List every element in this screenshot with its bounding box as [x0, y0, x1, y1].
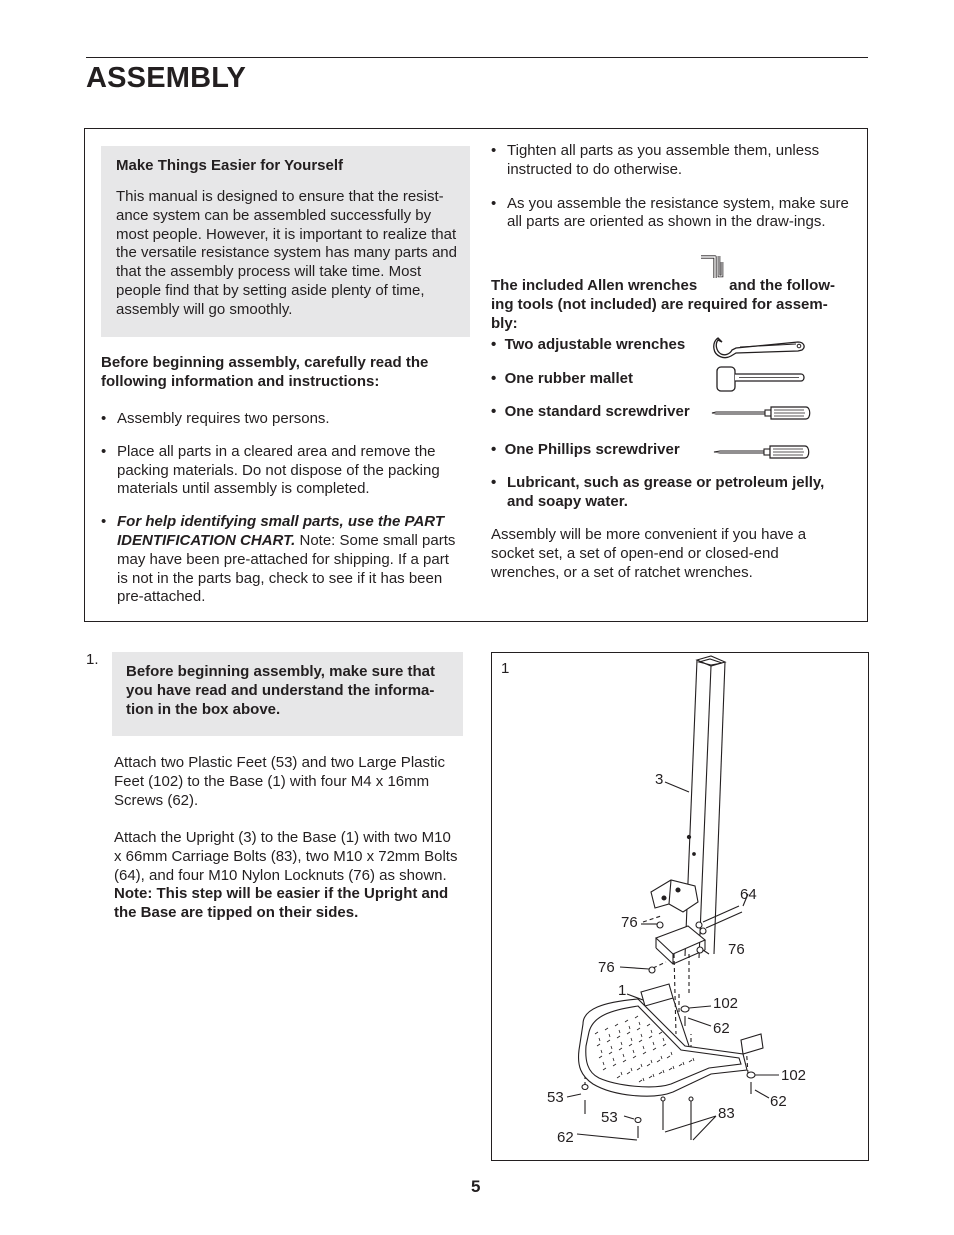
- tool-item-phillips-screwdriver: • One Phillips screwdriver: [491, 441, 680, 458]
- callout-64: 64: [740, 886, 757, 903]
- tool-label: Two adjustable wrenches: [504, 336, 686, 353]
- callout-62-c: 62: [557, 1129, 574, 1146]
- step-para-2-text: Attach the Upright (3) to the Base (1) with two M10 x 66mm Carriage Bolts (83), two M10 x 72mm Bolts (64), and four M10 Nylon Locknuts (76) as shown.: [114, 829, 458, 884]
- bullet-tighten: • Tighten all parts as you assemble them, unless instructed to do otherwise.: [491, 142, 851, 180]
- standard-screwdriver-icon: [710, 404, 812, 422]
- bullet-oriented: • As you assemble the resistance system, make sure all parts are oriented as shown in the draw-ings.: [491, 195, 851, 233]
- callout-76-a: 76: [621, 914, 638, 931]
- step-callout-text: Before beginning assembly, make sure that you have read and understand the informa-tion in the box above.: [126, 663, 435, 718]
- large-foot-102: [681, 1006, 689, 1012]
- callout-76-b: 76: [728, 941, 745, 958]
- callout-102-b: 102: [781, 1067, 807, 1084]
- assembly-diagram: [493, 654, 867, 1159]
- step-para-2: [114, 829, 459, 923]
- callout-53-b: 53: [601, 1109, 618, 1126]
- tool-item-standard-screwdriver: • One standard screwdriver: [491, 403, 690, 420]
- phillips-screwdriver-icon: [712, 443, 812, 461]
- upright-bracket: [651, 880, 698, 912]
- bullet-lubricant: • Lubricant, such as grease or petroleum jelly, and soapy water.: [491, 474, 851, 512]
- callout-62-b: 62: [770, 1093, 787, 1110]
- tip-heading: Make Things Easier for Yourself: [116, 157, 344, 174]
- rubber-mallet-icon: [715, 364, 807, 394]
- callout-1: 1: [618, 982, 627, 999]
- callout-53-a: 53: [547, 1089, 564, 1106]
- tool-label: One Phillips screwdriver: [504, 441, 680, 458]
- tool-item-rubber-mallet: • One rubber mallet: [491, 370, 633, 387]
- callout-83: 83: [718, 1105, 735, 1122]
- help-rest-text: Note: Some small parts may have been pre-attached for shipping. If a part is not in the parts bag, check to see if it has been pre-attached.: [117, 531, 456, 606]
- before-heading: Before beginning assembly, carefully read the following information and instructions:: [101, 354, 429, 390]
- step-note: Note: This step will be easier if the Upright and the Base are tipped on their sides.: [114, 885, 449, 922]
- adjustable-wrench-icon: [712, 334, 808, 360]
- tools-intro: [491, 266, 851, 333]
- tool-label: One standard screwdriver: [504, 403, 690, 420]
- figure-number: 1: [501, 660, 510, 677]
- bullet-cleared-area: • Place all parts in a cleared area and remove the packing materials. Do not dispose of the packing materials until assembly is completed.: [101, 443, 461, 499]
- page-number: 5: [471, 1177, 481, 1196]
- step-number: 1.: [86, 651, 99, 668]
- tool-item-adjustable-wrenches: • Two adjustable wrenches: [491, 336, 686, 353]
- diamond-plate: [579, 999, 747, 1096]
- page-title: ASSEMBLY: [86, 62, 247, 94]
- allen-wrench-icon: [700, 266, 726, 280]
- right-bullet-list: [491, 142, 851, 232]
- tip-text: This manual is designed to ensure that the resist-ance system can be assembled successfully by most people. However, it is important to realize that the versatile resistance system has many parts and that the assembly process will take time. Most people find that by setting aside plenty of time, assembly will go smoothly.: [116, 188, 457, 318]
- callout-102-a: 102: [713, 995, 739, 1012]
- tools-intro-b: and the follow-ing tools (not included) are required for assem-bly:: [491, 277, 835, 332]
- callout-76-c: 76: [598, 959, 615, 976]
- tool-label: One rubber mallet: [504, 370, 633, 387]
- bullet-help: [101, 513, 461, 607]
- nut-76: [657, 922, 663, 928]
- callout-3: 3: [655, 771, 664, 788]
- help-bold-text: For help identifying small parts, use the PART IDENTIFICATION CHART.: [117, 513, 444, 549]
- step-para-1: Attach two Plastic Feet (53) and two Large Plastic Feet (102) to the Base (1) with four M4 x 16mm Screws (62).: [114, 754, 445, 809]
- carriage-bolt-83: [663, 1100, 691, 1140]
- bolt-64: [703, 906, 742, 928]
- plastic-foot-53: [582, 1085, 588, 1090]
- tools-intro-a: The included Allen wrenches: [491, 277, 698, 294]
- bullet-persons: • Assembly requires two persons.: [101, 410, 461, 429]
- left-bullet-list: [101, 410, 461, 607]
- convenience-text: Assembly will be more convenient if you have a socket set, a set of open-end or closed-end wrenches, or a set of ratchet wrenches.: [491, 526, 807, 581]
- base-frame: [641, 984, 673, 1006]
- callout-62-a: 62: [713, 1020, 730, 1037]
- lubricant-list: [491, 474, 851, 512]
